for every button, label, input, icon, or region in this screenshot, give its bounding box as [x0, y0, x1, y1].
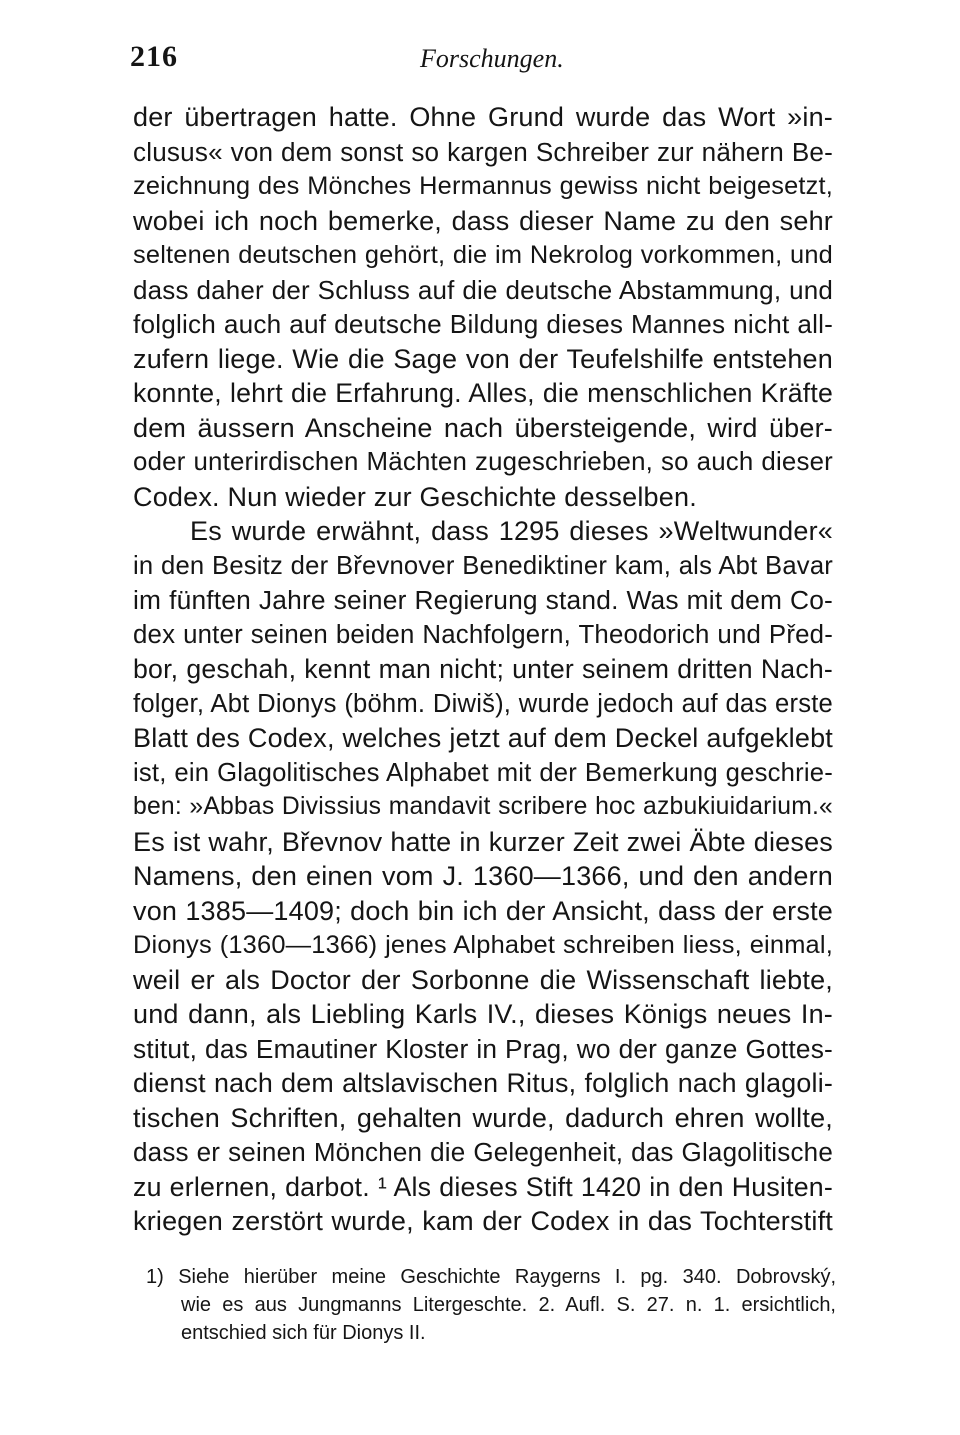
page-header: [130, 40, 830, 84]
page-number: 216: [130, 40, 178, 73]
text-line: tischen Schriften, gehalten wurde, dadurch ehren wollte,: [133, 1102, 833, 1133]
text-line: Blatt des Codex, welches jetzt auf dem Deckel aufgeklebt: [133, 723, 833, 753]
text-line: Es ist wahr, Břevnov hatte in kurzer Zeit zwei Äbte dieses: [133, 826, 833, 857]
text-line: ist, ein Glagolitisches Alphabet mit der Bemerkung geschrie-: [133, 758, 833, 787]
footnotes: [146, 1263, 836, 1347]
text-line: oder unterirdischen Mächten zugeschrieben, so auch dieser: [133, 448, 833, 476]
text-line: konnte, lehrt die Erfahrung. Alles, die menschlichen Kräfte: [133, 378, 833, 408]
text-line: ben: »Abbas Divissius mandavit scribere hoc azbukiuidarium.«: [133, 793, 833, 820]
text-line: dass daher der Schluss auf die deutsche Abstammung, und: [133, 274, 833, 305]
text-line: Dionys (1360—1366) jenes Alphabet schreiben liess, einmal,: [133, 931, 833, 959]
text-line: im fünften Jahre seiner Regierung stand. Was mit dem Co-: [133, 585, 833, 615]
text-line: weil er als Doctor der Sorbonne die Wissenschaft liebte,: [133, 964, 833, 995]
text-line: zeichnung des Mönches Hermannus gewiss nicht beigesetzt,: [133, 172, 833, 200]
text-line: zu erlernen, darbot. ¹ Als dieses Stift 1420 in den Husiten-: [133, 1171, 833, 1202]
text-line: dem äussern Anscheine nach übersteigende, wird über-: [133, 412, 833, 443]
text-line: in den Besitz der Břevnover Benediktiner kam, als Abt Bavar: [133, 551, 833, 580]
text-line: und dann, als Liebling Karls IV., dieses Königs neues In-: [133, 999, 833, 1029]
text-line: seltenen deutschen gehört, die im Nekrolog vorkommen, und: [133, 241, 833, 269]
text-line: bor, geschah, kennt man nicht; unter seinem dritten Nach-: [133, 654, 833, 684]
text-line: folglich auch auf deutsche Bildung dieses Mannes nicht all-: [133, 309, 833, 339]
text-line: dass er seinen Mönchen die Gelegenheit, das Glagolitische: [133, 1137, 833, 1167]
text-line: Es wurde erwähnt, dass 1295 dieses »Weltwunder«: [190, 516, 833, 546]
text-line: Namens, den einen vom J. 1360—1366, und den andern: [133, 861, 833, 891]
footnote-line: wie es aus Jungmanns Litergeschte. 2. Aufl. S. 27. n. 1. ersichtlich,: [181, 1294, 836, 1316]
text-line: wobei ich noch bemerke, dass dieser Name zu den sehr: [133, 205, 833, 236]
text-line: stitut, das Emautiner Kloster in Prag, wo der ganze Gottes-: [133, 1033, 833, 1064]
text-line: dienst nach dem altslavischen Ritus, folglich nach glagoli-: [133, 1068, 833, 1098]
text-line: folger, Abt Dionys (böhm. Diwiš), wurde jedoch auf das erste: [133, 689, 833, 718]
running-title: Forschungen.: [420, 44, 564, 73]
text-line: kriegen zerstört wurde, kam der Codex in das Tochterstift: [133, 1206, 833, 1236]
text-line: zufern liege. Wie die Sage von der Teufelshilfe entstehen: [133, 343, 833, 374]
text-line: Codex. Nun wieder zur Geschichte desselben.: [133, 481, 697, 512]
text-line: dex unter seinen beiden Nachfolgern, Theodorich und Před-: [133, 620, 833, 649]
text-line: von 1385—1409; doch bin ich der Ansicht, dass der erste: [133, 895, 833, 926]
text-line: clusus« von dem sonst so kargen Schreiber zur nähern Be-: [133, 136, 833, 167]
text-line: der übertragen hatte. Ohne Grund wurde das Wort »in-: [133, 102, 833, 132]
body-text: [133, 100, 833, 1239]
footnote-line: entschied sich für Dionys II.: [181, 1322, 426, 1344]
footnote-line: 1) Siehe hierüber meine Geschichte Raygerns I. pg. 340. Dobrovský,: [146, 1266, 836, 1288]
